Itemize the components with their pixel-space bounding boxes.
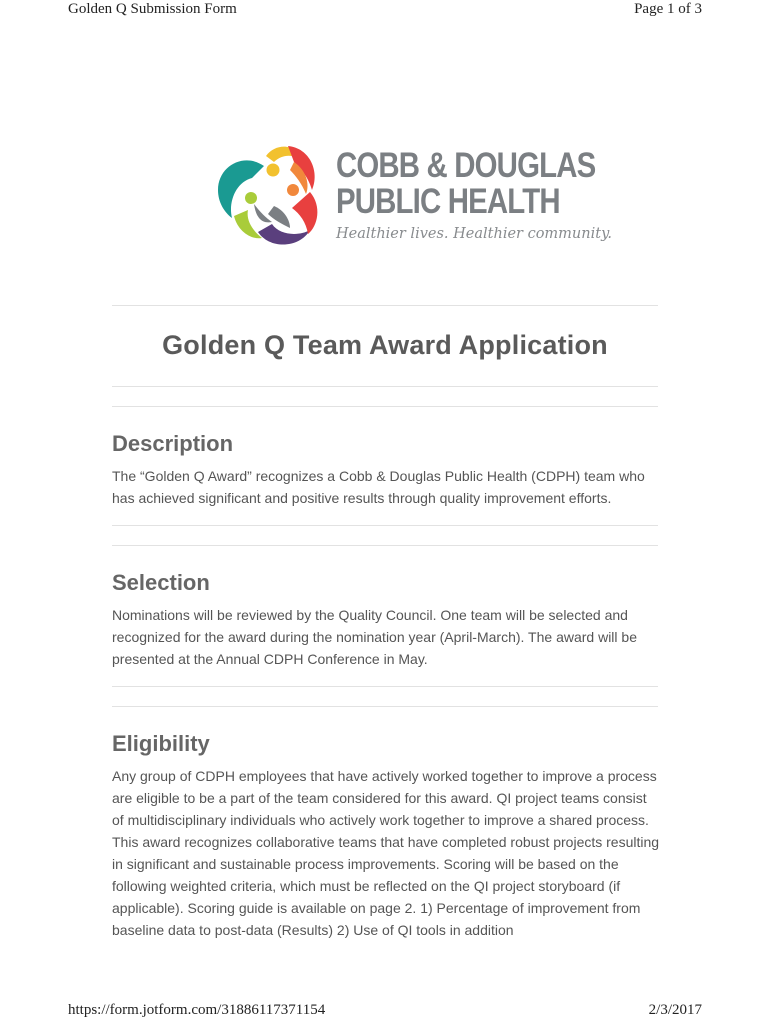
- footer-date: 2/3/2017: [648, 1002, 702, 1018]
- cdph-logo-icon: [214, 140, 326, 252]
- form-title: Golden Q Team Award Application: [162, 330, 608, 360]
- divider: [112, 525, 658, 526]
- section-heading: Description: [112, 431, 234, 456]
- print-header: [68, 0, 702, 20]
- logo-line-2: PUBLIC HEALTH: [336, 182, 560, 221]
- print-footer: [68, 1002, 702, 1024]
- divider: [112, 545, 658, 546]
- section-body: Nominations will be reviewed by the Quality Council. One team will be selected and recognized for the award during the nomination year (April-March). The award will be presented at the Annual CDPH Conference in May.: [112, 607, 637, 667]
- logo-tagline: Healthier lives. Healthier community.: [336, 226, 612, 242]
- section-body: The “Golden Q Award” recognizes a Cobb & Douglas Public Health (CDPH) team who has achieved significant and positive results through quality improvement efforts.: [112, 468, 645, 506]
- print-header-title: Golden Q Submission Form: [68, 1, 237, 17]
- divider: [112, 406, 658, 407]
- section-eligibility: [112, 729, 660, 941]
- section-heading: Eligibility: [112, 731, 210, 756]
- footer-url: https://form.jotform.com/31886117371154: [68, 1002, 326, 1018]
- cdph-logo: [214, 140, 612, 255]
- page-number: Page 1 of 3: [634, 1, 702, 17]
- logo-line-1: COBB & DOUGLAS: [336, 146, 596, 185]
- divider: [112, 686, 658, 687]
- section-selection: [112, 568, 660, 670]
- logo-wordmark: [336, 146, 612, 242]
- divider: [112, 386, 658, 387]
- divider: [112, 305, 658, 306]
- section-description: [112, 429, 660, 509]
- section-heading: Selection: [112, 570, 210, 595]
- section-body: Any group of CDPH employees that have actively worked together to improve a process are eligible to be a part of the team considered for this award. QI project teams consist of multidisciplinary individuals who actively work together to improve a shared process. This award recognizes collaborative teams that have completed robust projects resulting in significant and sustainable process improvements. Scoring will be based on the following weighted criteria, which must be reflected on the QI project storyboard (if applicable). Scoring guide is available on page 2. 1) Percentage of improvement from baseline data to post-data (Results) 2) Use of QI tools in addition: [112, 768, 660, 938]
- divider: [112, 706, 658, 707]
